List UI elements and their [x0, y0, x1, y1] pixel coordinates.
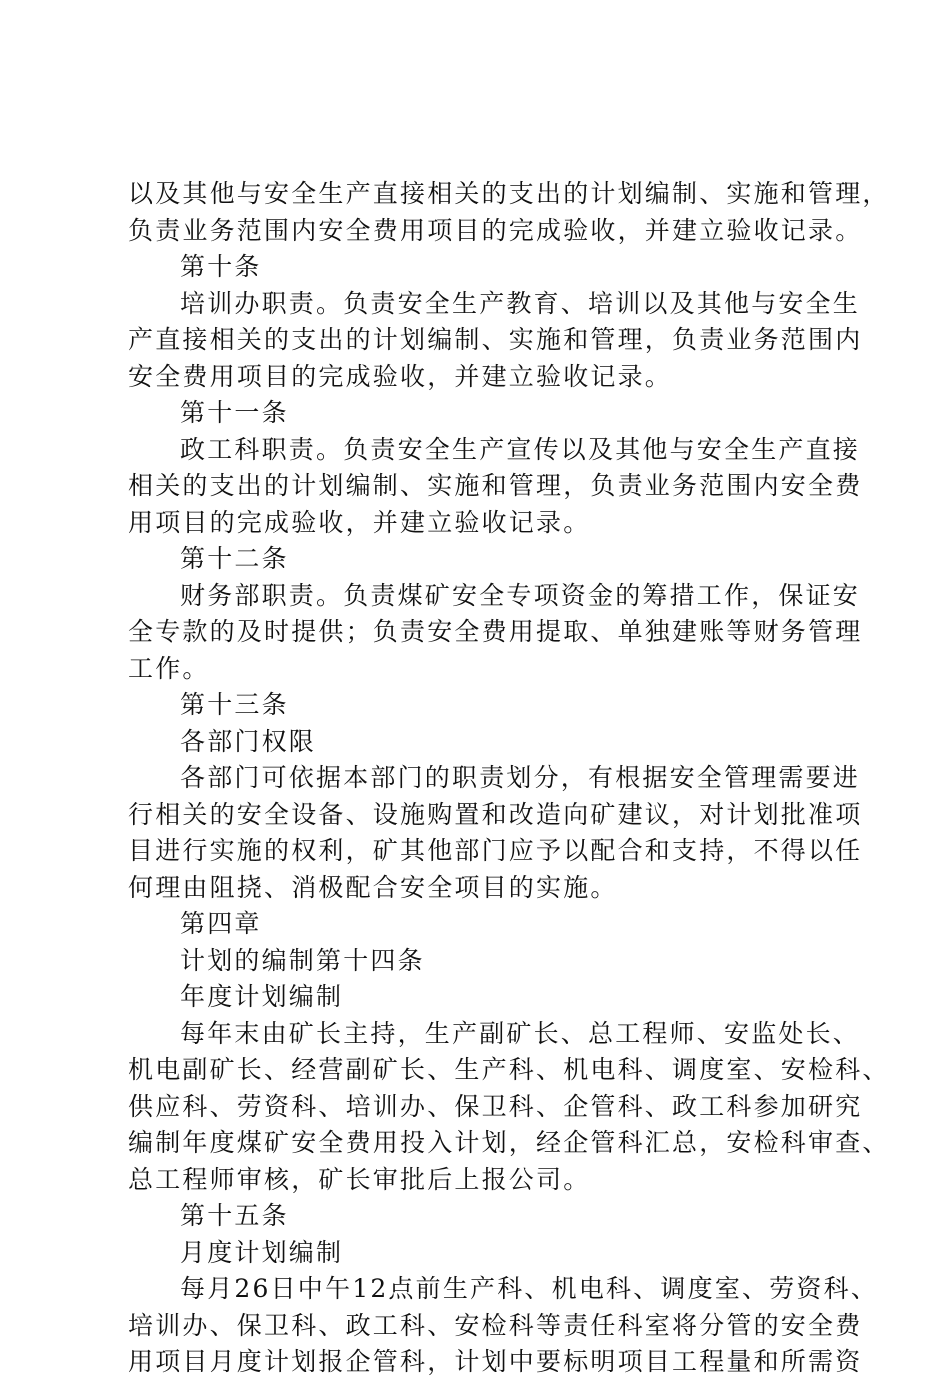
- text-line: 编制年度煤矿安全费用投入计划，经企管科汇总，安检科审查、: [128, 1128, 890, 1157]
- text-line: 目进行实施的权利，矿其他部门应予以配合和支持，不得以任: [128, 836, 863, 865]
- paragraph-first-line: 财务部职责。负责煤矿安全专项资金的筹措工作，保证安: [180, 580, 861, 610]
- document-body: [128, 176, 890, 1381]
- article-heading: 第十五条: [180, 1201, 289, 1230]
- article-heading: 第十二条: [180, 544, 289, 573]
- text-line: 以及其他与安全生产直接相关的支出的计划编制、实施和管理，: [128, 179, 890, 208]
- section-subheading: 各部门权限: [180, 726, 317, 756]
- text-line: 用项目的完成验收，并建立验收记录。: [128, 507, 591, 537]
- section-subheading: 年度计划编制: [180, 982, 344, 1011]
- paragraph-first-line: 每月26日中午12点前生产科、机电科、调度室、劳资科、: [180, 1274, 879, 1303]
- text-line: 产直接相关的支出的计划编制、实施和管理，负责业务范围内: [128, 325, 863, 354]
- chapter-heading: 第四章: [180, 909, 262, 938]
- text-line: 行相关的安全设备、设施购置和改造向矿建议，对计划批准项: [128, 799, 863, 829]
- chapter-title: 计划的编制第十四条: [180, 945, 425, 975]
- text-line: 相关的支出的计划编制、实施和管理，负责业务范围内安全费: [128, 471, 863, 500]
- text-line: 安全费用项目的完成验收，并建立验收记录。: [128, 361, 673, 391]
- text-line: 用项目月度计划报企管科，计划中要标明项目工程量和所需资: [128, 1347, 863, 1376]
- text-line: 全专款的及时提供；负责安全费用提取、单独建账等财务管理: [128, 617, 863, 646]
- paragraph-first-line: 培训办职责。负责安全生产教育、培训以及其他与安全生: [180, 288, 861, 318]
- text-line: 负责业务范围内安全费用项目的完成验收，并建立验收记录。: [128, 215, 863, 245]
- text-line: 工作。: [128, 653, 210, 683]
- text-line: 供应科、劳资科、培训办、保卫科、企管科、政工科参加研究: [128, 1091, 863, 1121]
- article-heading: 第十三条: [180, 690, 289, 719]
- article-heading: 第十条: [180, 252, 262, 281]
- text-line: 培训办、保卫科、政工科、安检科等责任科室将分管的安全费: [128, 1310, 863, 1340]
- paragraph-first-line: 政工科职责。负责安全生产宣传以及其他与安全生产直接: [180, 434, 861, 464]
- text-line: 机电副矿长、经营副矿长、生产科、机电科、调度室、安检科、: [128, 1055, 890, 1084]
- text-line: 何理由阻挠、消极配合安全项目的实施。: [128, 872, 618, 902]
- paragraph-first-line: 各部门可依据本部门的职责划分，有根据安全管理需要进: [180, 763, 861, 792]
- section-subheading: 月度计划编制: [180, 1237, 344, 1267]
- text-line: 总工程师审核，矿长审批后上报公司。: [128, 1164, 591, 1194]
- article-heading: 第十一条: [180, 398, 289, 427]
- paragraph-first-line: 每年末由矿长主持，生产副矿长、总工程师、安监处长、: [180, 1018, 861, 1048]
